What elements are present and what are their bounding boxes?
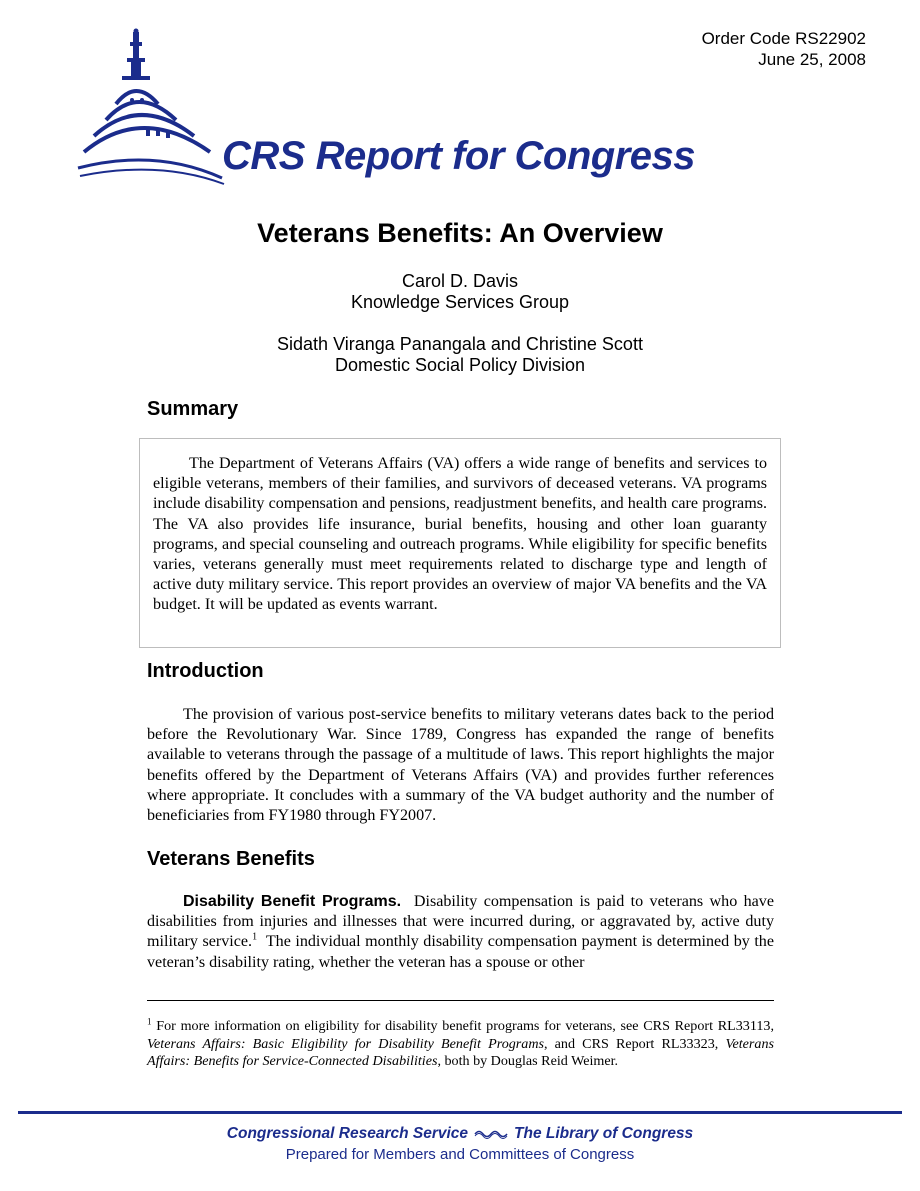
- summary-heading: Summary: [147, 398, 239, 420]
- disability-text-2: The individual monthly disability compensation payment is determined by the veteran’s disability rating, whether the veteran has a spouse or other: [147, 933, 775, 971]
- introduction-body: [147, 705, 774, 826]
- author-group: Knowledge Services Group: [350, 292, 570, 312]
- author-block-1: [0, 271, 920, 313]
- disability-subheading: Disability Benefit Programs.: [183, 893, 402, 910]
- author-names: Sidath Viranga Panangala and Christine Scott: [277, 334, 643, 354]
- author-division: Domestic Social Policy Division: [334, 355, 586, 375]
- footnote-text-b: , and CRS Report RL33323,: [543, 1035, 719, 1052]
- introduction-text: The provision of various post-service benefits to military veterans dates back to the period before the Revolutionary War. Since 1789, Congress has expanded the range of benefits available to veterans through the passage of a multitude of laws. This report highlights the major benefits offered by the Department of Veterans Affairs (VA) and provides further references where appropriate. It concludes with a summary of the VA budget authority and the number of beneficiaries from FY1980 through FY2007.: [147, 706, 774, 825]
- footer-tagline: Prepared for Members and Committees of Congress: [285, 1146, 635, 1163]
- footnote-divider: [147, 1000, 774, 1001]
- footnote-number: 1: [147, 1016, 152, 1027]
- order-code: Order Code RS22902: [701, 29, 866, 48]
- summary-box: [139, 438, 781, 648]
- report-masthead-title: CRS Report for Congress: [222, 134, 695, 178]
- introduction-heading: Introduction: [147, 660, 264, 682]
- report-date: June 25, 2008: [758, 50, 866, 69]
- footer-divider: [18, 1111, 902, 1114]
- footer-organizations: [0, 1125, 920, 1143]
- footnote-report-title-a: Veterans Affairs: Basic Eligibility for Disability Benefit Programs: [147, 1035, 544, 1052]
- author-block-2: [0, 334, 920, 376]
- document-title: Veterans Benefits: An Overview: [257, 218, 663, 248]
- veterans-benefits-heading: Veterans Benefits: [147, 848, 315, 870]
- ornament-icon: [474, 1125, 508, 1143]
- footnote-text-c: , both by Douglas Reid Weimer.: [437, 1053, 619, 1070]
- author-name: Carol D. Davis: [401, 271, 519, 291]
- footer-loc: The Library of Congress: [514, 1125, 694, 1142]
- disability-paragraph: [147, 892, 774, 973]
- order-code-block: [702, 28, 866, 70]
- capitol-dome-icon: [76, 28, 226, 186]
- footer-crs: Congressional Research Service: [226, 1125, 469, 1142]
- footnote-text-a: For more information on eligibility for disability benefit programs for veterans, see CRS Report RL33113,: [156, 1018, 774, 1034]
- footnote-report-title-b: Veterans Affairs: Benefits for Service-Connected Disabilities: [147, 1035, 774, 1070]
- footnote-ref-1[interactable]: 1: [252, 932, 258, 944]
- veterans-benefits-body: [147, 892, 774, 973]
- summary-text: The Department of Veterans Affairs (VA) offers a wide range of benefits and services to eligible veterans, members of their families, and survivors of deceased veterans. VA programs include disability compensation and pensions, readjustment benefits, and health care programs. The VA also provides life insurance, burial benefits, housing and other loan guaranty programs, and special counseling and outreach programs. While eligibility for specific benefits varies, veterans generally must meet requirements related to discharge type and length of active duty military service. This report provides an overview of major VA benefits and the VA budget. It will be updated as events warrant.: [153, 455, 767, 614]
- disability-text-1: Disability compensation is paid to veterans who have disabilities from injuries and illnesses that were incurred during, or aggravated by, active duty military service.: [147, 893, 774, 951]
- footnote-1: [147, 1018, 774, 1071]
